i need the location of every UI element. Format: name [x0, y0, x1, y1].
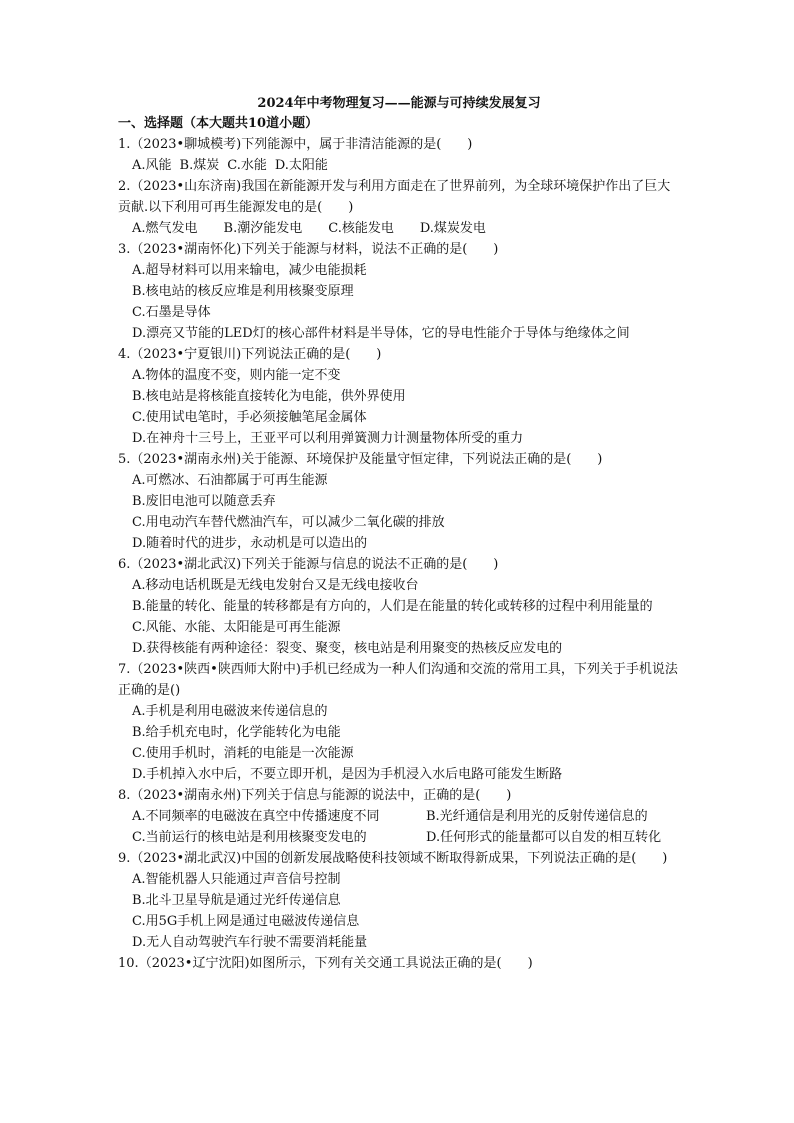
option-c: C.风能、水能、太阳能是可再生能源 [132, 620, 341, 635]
question-9 [118, 848, 680, 953]
option-b: B.核电站的核反应堆是利用核聚变原理 [132, 284, 354, 299]
option-b: B.核电站是将核能直接转化为电能，供外界使用 [132, 389, 406, 404]
option-b: B.光纤通信是利用光的反射传递信息的 [426, 809, 648, 824]
option-d: D.煤炭发电 [419, 221, 486, 236]
question-2 [118, 176, 680, 239]
option-a: A.可燃冰、石油都属于可再生能源 [132, 473, 328, 488]
question-text: （2023•陕西•陕西师大附中)手机已经成为一种人们沟通和交流的常用工具，下列关于手机说法正确的是() [118, 662, 678, 698]
question-number: 9. [118, 851, 131, 866]
option-d: D.获得核能有两种途径：裂变、聚变，核电站是利用聚变的热核反应发电的 [132, 641, 563, 656]
question-text: （2023•辽宁沈阳)如图所示，下列有关交通工具说法正确的是( ) [138, 956, 533, 971]
question-5 [118, 449, 680, 554]
option-row [132, 806, 680, 827]
question-stem [118, 953, 680, 974]
question-stem [118, 239, 680, 260]
option-b: B.潮汐能发电 [223, 221, 303, 236]
option-d: D.无人自动驾驶汽车行驶不需要消耗能量 [132, 935, 368, 950]
document-page [118, 94, 680, 974]
option-d: D.任何形式的能量都可以自发的相互转化 [426, 830, 662, 845]
option-d: D.随着时代的进步，永动机是可以造出的 [132, 536, 368, 551]
option-a: A.物体的温度不变，则内能一定不变 [132, 368, 341, 383]
option-c: C.用5G手机上网是通过电磁波传递信息 [132, 914, 360, 929]
option-row [132, 218, 680, 239]
option-b: B.废旧电池可以随意丢弃 [132, 494, 276, 509]
option-c: C.核能发电 [328, 221, 394, 236]
question-stem [118, 449, 680, 470]
question-number: 8. [118, 788, 131, 803]
question-stem [118, 176, 680, 218]
option-d: D.漂亮又节能的LED灯的核心部件材料是半导体，它的导电性能介于导体与绝缘体之间 [132, 326, 630, 341]
question-number: 1. [118, 137, 131, 152]
option-a: A.风能 [132, 158, 172, 173]
question-text: （2023•湖南怀化)下列关于能源与材料，说法不正确的是( ) [130, 242, 499, 257]
option-d: D.太阳能 [274, 158, 328, 173]
option-b: B.北斗卫星导航是通过光纤传递信息 [132, 893, 341, 908]
question-7 [118, 659, 680, 785]
question-text: （2023•湖北武汉)中国的创新发展战略使科技领域不断取得新成果，下列说法正确的是( ) [130, 851, 668, 866]
question-4 [118, 344, 680, 449]
question-number: 6. [118, 557, 131, 572]
document-title: 2024年中考物理复习——能源与可持续发展复习 [257, 96, 541, 111]
option-a: A.不同频率的电磁波在真空中传播速度不同 [132, 809, 380, 824]
question-number: 2. [118, 179, 131, 194]
option-row [132, 155, 680, 176]
question-6 [118, 554, 680, 659]
option-b: B.煤炭 [179, 158, 220, 173]
question-number: 7. [118, 662, 131, 677]
question-stem [118, 785, 680, 806]
question-text: （2023•山东济南)我国在新能源开发与利用方面走在了世界前列，为全球环境保护作出了巨大贡献.以下利用可再生能源发电的是( ) [118, 179, 671, 215]
question-text: （2023•湖北武汉)下列关于能源与信息的说法不正确的是( ) [130, 557, 499, 572]
option-row [132, 827, 680, 848]
option-d: D.在神舟十三号上，王亚平可以利用弹簧测力计测量物体所受的重力 [132, 431, 524, 446]
option-d: D.手机掉入水中后，不要立即开机，是因为手机浸入水后电路可能发生断路 [132, 767, 563, 782]
option-b: B.给手机充电时，化学能转化为电能 [132, 725, 341, 740]
question-number: 5. [118, 452, 131, 467]
option-a: A.手机是利用电磁波来传递信息的 [132, 704, 328, 719]
question-8 [118, 785, 680, 848]
question-number: 3. [118, 242, 131, 257]
option-c: C.用电动汽车替代燃油汽车，可以减少二氧化碳的排放 [132, 515, 445, 530]
option-a: A.移动电话机既是无线电发射台又是无线电接收台 [132, 578, 419, 593]
question-10 [118, 953, 680, 974]
option-a: A.燃气发电 [132, 221, 198, 236]
question-3 [118, 239, 680, 344]
section-heading: 一、选择题（本大题共10道小题） [118, 116, 319, 131]
question-number: 4. [118, 347, 131, 362]
option-c: C.使用试电笔时，手必须接触笔尾金属体 [132, 410, 367, 425]
option-a: A.超导材料可以用来输电，减少电能损耗 [132, 263, 367, 278]
question-text: （2023•宁夏银川)下列说法正确的是( ) [130, 347, 382, 362]
option-c: C.使用手机时，消耗的电能是一次能源 [132, 746, 354, 761]
question-stem [118, 344, 680, 365]
option-c: C.石墨是导体 [132, 305, 211, 320]
question-number: 10. [118, 956, 139, 971]
question-text: （2023•湖南永州)关于能源、环境保护及能量守恒定律，下列说法正确的是( ) [130, 452, 603, 467]
question-stem [118, 659, 680, 701]
option-c: C.当前运行的核电站是利用核聚变发电的 [132, 830, 367, 845]
question-stem [118, 848, 680, 869]
question-text: （2023•湖南永州)下列关于信息与能源的说法中，正确的是( ) [130, 788, 512, 803]
option-b: B.能量的转化、能量的转移都是有方向的，人们是在能量的转化或转移的过程中利用能量的 [132, 599, 653, 614]
option-c: C.水能 [227, 158, 267, 173]
question-text: （2023•聊城模考)下列能源中，属于非清洁能源的是( ) [130, 137, 473, 152]
option-a: A.智能机器人只能通过声音信号控制 [132, 872, 341, 887]
question-stem [118, 134, 680, 155]
question-1 [118, 134, 680, 176]
question-stem [118, 554, 680, 575]
